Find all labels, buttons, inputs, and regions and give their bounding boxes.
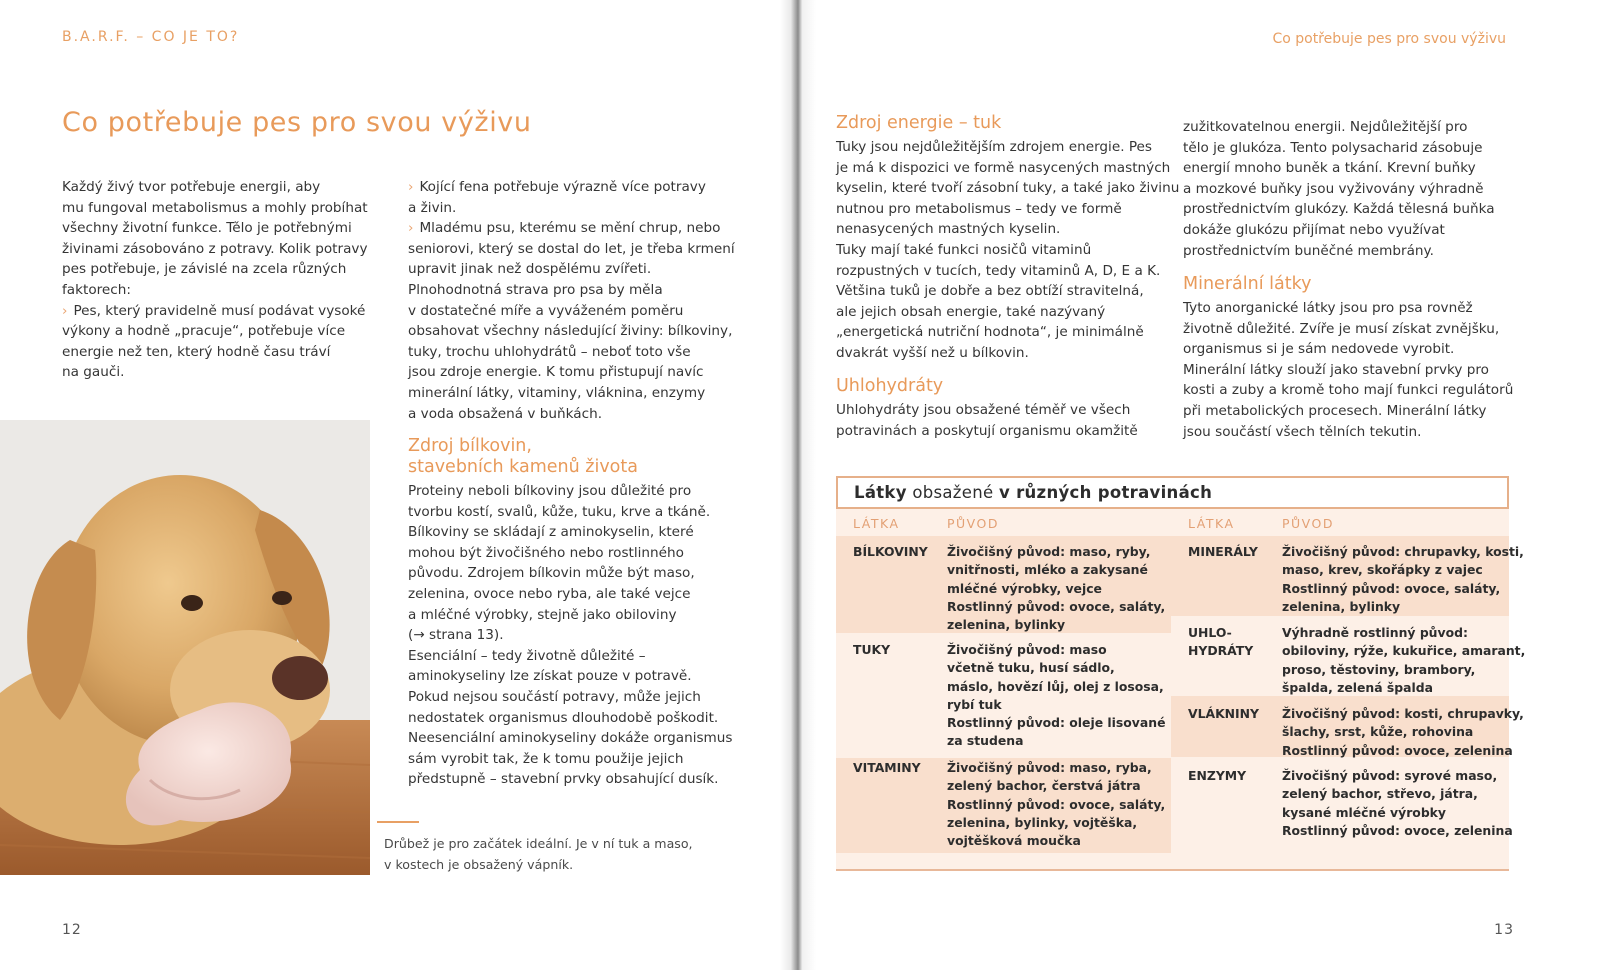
protein-paragraph: Proteiny neboli bílkoviny jsou důležité pro tvorbu kostí, svalů, kůže, tuku, krve a tkáně. Bílkoviny se skládají z aminokyselin, které mohou být živočišného nebo rostlinného původu. Zdrojem bílkovin může být maso, zelenina, ovoce nebo ryba, ale také vejce a mléčné výrobky, stejně jako obiloviny (→ strana 13). Esenciální – tedy životně důležité – aminokyseliny lze získat pouze v potravě. Pokud nejsou součástí potravy, může jejich nedostatek organismus dlouhodobě poškodit. Neesenciální aminokyseliny dokáže organismus sám vyrobit tak, že k tomu použije jejich předstupně – stavební prvky obsahující dusík. (408, 483, 733, 788)
dog-chewing-bone-illustration (0, 420, 370, 875)
table-cell-substance: BÍLKOVINY (853, 544, 928, 559)
nutrient-table (836, 476, 1526, 871)
page-number-right: 13 (1494, 922, 1514, 938)
carb-heading: Uhlohydráty (836, 376, 944, 396)
bullet-arrow-icon: › (408, 220, 414, 237)
book-gutter (780, 0, 816, 970)
page-title: Co potřebuje pes pro svou výživu (62, 107, 532, 138)
table-cell-origin: Živočišný původ: maso, ryba, zelený bachor, čerstvá játra Rostlinný původ: ovoce, saláty, zelenina, bylinky, vojtěška, vojtěšková moučka (947, 760, 1166, 849)
carb-continued-paragraph: zužitkovatelnou energii. Nejdůležitější pro tělo je glukóza. Tento polysacharid zásobuje energií mnoho buněk a tkání. Krevní buňky a mozkové buňky jsou vyživovány výhradně prostřednictvím glukózy. Každá tělesná buňka dokáže glukózu přijímat nebo využívat prostřednictvím buněčné membrány. (1183, 119, 1495, 259)
table-cell-origin: Živočišný původ: chrupavky, kosti, maso, krev, skořápky z vajec Rostlinný původ: ovoce, saláty, zelenina, bylinky (1282, 544, 1524, 614)
header-origin-right: PŮVOD (1282, 516, 1334, 531)
header-substance-left: LÁTKA (853, 516, 900, 531)
header-substance-right: LÁTKA (1188, 516, 1235, 531)
running-head-left: B.A.R.F. – CO JE TO? (62, 29, 240, 45)
carb-paragraph: Uhlohydráty jsou obsažené téměř ve všech potravinách a poskytují organismu okamžitě (836, 402, 1138, 439)
page-number-left: 12 (62, 922, 82, 938)
table-cell-substance: VITAMINY (853, 760, 921, 775)
mineral-paragraph: Tyto anorganické látky jsou pro psa rovněž životně důležité. Zvíře je musí získat zvnějšku, organismus si je sám nedovede vyrobit. Minerální látky slouží jako stavební prvky pro kosti a zuby a kromě toho mají funkci regulátorů při metabolických procesech. Minerální látky jsou součástí všech tělních tekutin. (1183, 300, 1514, 440)
table-cell-substance: ENZYMY (1188, 768, 1247, 783)
header-origin-left: PŮVOD (947, 516, 999, 531)
running-head-right: Co potřebuje pes pro svou výživu (1272, 31, 1506, 47)
bullet-arrow-icon: › (408, 179, 414, 195)
photo-caption: Drůbež je pro začátek ideální. Je v ní tuk a maso, v kostech je obsažený vápník. (384, 836, 693, 872)
table-cell-origin: Výhradně rostlinný původ: obiloviny, rýže, kukuřice, amarant, proso, těstoviny, brambory, špalda, zelená špalda (1282, 625, 1526, 695)
table-cell-origin: Živočišný původ: maso včetně tuku, husí sádlo, máslo, hovězí lůj, olej z lososa, rybí tuk Rostlinný původ: oleje lisované za studena (947, 642, 1166, 749)
fat-paragraph: Tuky jsou nejdůležitějším zdrojem energie. Pes je má k dispozici ve formě nasycených mastných kyselin, které tvoří zásobní tuky, a také jako živinu nutnou pro metabolismus – tedy ve formě nenasycených mastných kyselin. Tuky mají také funkci nosičů vitaminů rozpustných v tucích, tedy vitaminů A, D, E a K. Většina tuků je dobře a bez obtíží stravitelná, ale jejich obsah energie, také nazývaný „energetická nutriční hodnota“, je minimálně dvakrát vyšší než u bílkovin. (836, 139, 1180, 361)
table-cell-origin: Živočišný původ: kosti, chrupavky, šlachy, srst, kůže, rohovina Rostlinný původ: ovoce, zelenina (1282, 706, 1524, 758)
bullet-arrow-icon: › (62, 302, 68, 319)
table-cell-substance: MINERÁLY (1188, 544, 1258, 559)
table-title: Látky obsažené v různých potravinách (836, 476, 1509, 509)
caption-rule (377, 821, 419, 823)
table-cell-origin: Živočišný původ: maso, ryby, vnitřnosti, mléko a zakysané mléčné výrobky, vejce Rostlinný původ: ovoce, saláty, zelenina, bylinky (947, 544, 1166, 633)
protein-heading: Zdroj bílkovin, stavebních kamenů života (408, 436, 638, 477)
column-two-text: › Kojící fena potřebuje výrazně více potravy a živin. › Mladému psu, kterému se mění chrup, nebo seniorovi, který se dostal do let, je třeba krmení upravit jinak než dospělému zvířeti. Plnohodnotná strava pro psa by měla v dostatečné míře a vyváženém poměru obsahovat všechny následující živiny: bílkoviny, tuky, trochu uhlohydrátů – neboť toto vše jsou zdroje energie. K tomu přistupují navíc minerální látky, vitaminy, vláknina, enzymy a voda obsažená v buňkách. (408, 179, 735, 422)
fat-heading: Zdroj energie – tuk (836, 113, 1002, 133)
table-cell-substance: VLÁKNINY (1188, 706, 1259, 721)
table-cell-substance: TUKY (853, 642, 891, 657)
intro-paragraph: Každý živý tvor potřebuje energii, aby mu fungoval metabolismus a mohly probíhat všechny životní funkce. Tělo je potřebnými živinami zásobováno z potravy. Kolik potravy pes potřebuje, je závislé na zcela různých faktorech: › Pes, který pravidelně musí podávat vysoké výkony a hodně „pracuje“, potřebuje více energie než ten, který hodně času tráví na gauči. (62, 179, 368, 381)
table-cell-origin: Živočišný původ: syrové maso, zelený bachor, střevo, játra, kysané mléčné výrobky Rostlinný původ: ovoce, zelenina (1282, 768, 1513, 838)
dog-photo (0, 420, 370, 875)
mineral-heading: Minerální látky (1183, 274, 1312, 294)
table-cell-substance: UHLO- HYDRÁTY (1188, 625, 1254, 659)
